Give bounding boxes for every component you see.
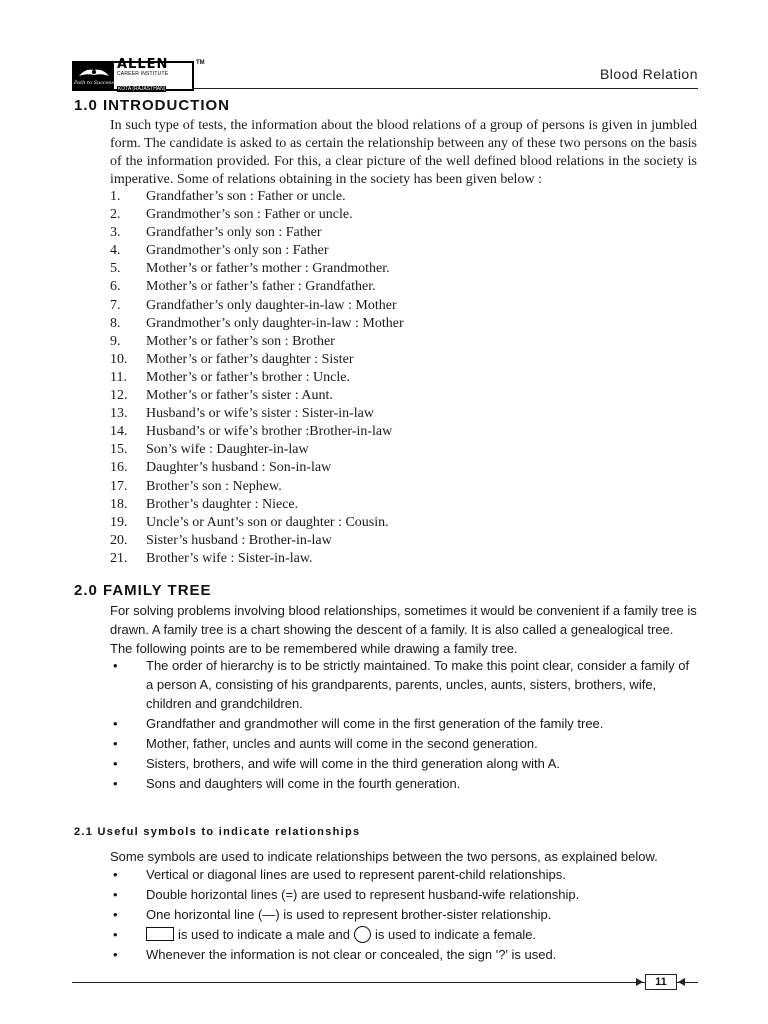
bullet: • — [113, 756, 118, 771]
list-item — [110, 550, 697, 568]
item-number: 3. — [110, 225, 121, 241]
list-item — [110, 478, 697, 496]
item-text: Son’s wife : Daughter-in-law — [146, 442, 309, 458]
list-item — [110, 532, 697, 550]
item-number: 4. — [110, 243, 121, 259]
list-item — [110, 369, 697, 387]
item-text: Mother’s or father’s sister : Aunt. — [146, 388, 333, 404]
list-item — [110, 351, 697, 369]
logo-brand: ALLEN — [117, 56, 169, 72]
subsection-heading-symbols: 2.1 Useful symbols to indicate relationships — [74, 826, 361, 838]
item-number: 5. — [110, 261, 121, 277]
item-number: 15. — [110, 442, 128, 458]
family-tree-paragraph: For solving problems involving blood relationships, sometimes it would be convenient if a family tree is drawn. A family tree is a chart showing the descent of a family. It is also called a genealogical tree. The following points are to be remembered while drawing a family tree. — [110, 603, 697, 656]
list-item — [110, 945, 697, 964]
bullet-text: One horizontal line (—) is used to represent brother-sister relationship. — [146, 907, 552, 922]
item-text: Mother’s or father’s father : Grandfather. — [146, 279, 376, 295]
item-number: 20. — [110, 532, 128, 548]
list-item — [110, 387, 697, 405]
item-text: Mother’s or father’s mother : Grandmother. — [146, 261, 390, 277]
logo-tagline: Path to Success — [74, 80, 114, 86]
item-number: 10. — [110, 351, 128, 367]
male-symbol-text: is used to indicate a male and — [178, 927, 350, 942]
footer-divider — [72, 982, 698, 983]
list-item — [110, 496, 697, 514]
bullet-text: Grandfather and grandmother will come in the first generation of the family tree. — [146, 716, 604, 731]
section-heading-family-tree: 2.0 FAMILY TREE — [74, 582, 212, 599]
item-text: Uncle’s or Aunt’s son or daughter : Cousin. — [146, 514, 389, 530]
arrow-left-icon — [678, 978, 685, 986]
bullet: • — [113, 947, 118, 962]
list-item — [110, 315, 697, 333]
item-number: 8. — [110, 315, 121, 331]
item-number: 13. — [110, 406, 128, 422]
item-number: 21. — [110, 550, 128, 566]
item-text: Grandfather’s only son : Father — [146, 225, 322, 241]
female-symbol-text: is used to indicate a female. — [375, 927, 537, 942]
item-text: Daughter’s husband : Son-in-law — [146, 460, 332, 476]
list-item — [110, 905, 697, 924]
trademark: TM — [196, 60, 205, 66]
list-item — [110, 441, 697, 459]
list-item — [110, 188, 697, 206]
list-item — [110, 278, 697, 296]
item-number: 1. — [110, 189, 121, 204]
item-text: Husband’s or wife’s brother :Brother-in-law — [146, 424, 393, 440]
bullet: • — [113, 907, 118, 922]
page-number: 11 — [645, 974, 677, 990]
logo-emblem-icon — [74, 63, 114, 89]
bullet: • — [113, 716, 118, 731]
arrow-right-icon — [636, 978, 643, 986]
list-item — [110, 656, 697, 713]
list-item — [110, 297, 697, 315]
chapter-title: Blood Relation — [599, 66, 698, 82]
item-text: Husband’s or wife’s sister : Sister-in-law — [146, 406, 374, 422]
list-item — [110, 405, 697, 423]
list-item — [110, 514, 697, 532]
intro-paragraph: In such type of tests, the information about the blood relations of a group of persons is given in jumbled form. The candidate is asked to as certain the relationship between any of these two persons on the basis of the information provided. For this, a clear picture of the well defined blood relations in the society is imperative. Some of relations obtaining in the society has been given below : — [110, 118, 697, 187]
logo-sub-location: KOTA (RAJASTHAN) — [118, 85, 166, 92]
item-number: 2. — [110, 207, 121, 223]
list-item — [110, 865, 697, 884]
male-rectangle-icon — [146, 927, 174, 941]
female-circle-icon — [354, 926, 371, 943]
family-tree-bullets — [110, 656, 697, 794]
item-number: 16. — [110, 460, 128, 476]
page-header — [72, 56, 698, 92]
bullet-text: Sisters, brothers, and wife will come in the third generation along with A. — [146, 756, 561, 771]
item-number: 17. — [110, 478, 128, 494]
list-item — [110, 734, 697, 753]
list-item — [110, 260, 697, 278]
list-item — [110, 459, 697, 477]
bullet-text: Mother, father, uncles and aunts will come in the second generation. — [146, 736, 538, 751]
list-item — [110, 224, 697, 242]
list-item — [110, 925, 697, 944]
item-text: Brother’s son : Nephew. — [146, 478, 282, 494]
list-item — [110, 754, 697, 773]
list-item — [110, 885, 697, 904]
item-text: Grandmother’s son : Father or uncle. — [146, 207, 353, 223]
bullet: • — [113, 658, 118, 673]
list-item — [110, 206, 697, 224]
bullet: • — [113, 867, 118, 882]
item-number: 11. — [110, 369, 127, 385]
item-text: Grandfather’s son : Father or uncle. — [146, 189, 346, 204]
item-text: Mother’s or father’s daughter : Sister — [146, 351, 354, 367]
item-text: Grandfather’s only daughter-in-law : Mother — [146, 297, 397, 313]
bullet-text: The order of hierarchy is to be strictly maintained. To make this point clear, consider a family of a person A, consisting of his grandparents, parents, uncles, aunts, sisters, brothers, wife, children and grandchildren. — [146, 658, 690, 711]
item-text: Brother’s daughter : Niece. — [146, 496, 299, 512]
item-text: Brother’s wife : Sister-in-law. — [146, 550, 313, 566]
allen-logo — [72, 56, 194, 92]
item-text: Grandmother’s only daughter-in-law : Mother — [146, 315, 404, 331]
symbols-intro: Some symbols are used to indicate relationships between the two persons, as explained below. — [110, 849, 658, 864]
list-item — [110, 242, 697, 260]
header-divider — [192, 88, 698, 89]
symbols-bullets — [110, 865, 697, 965]
bullet-text: Double horizontal lines (=) are used to represent husband-wife relationship. — [146, 887, 580, 902]
item-number: 19. — [110, 514, 128, 530]
item-text: Grandmother’s only son : Father — [146, 243, 329, 259]
list-item — [110, 714, 697, 733]
list-item — [110, 774, 697, 793]
item-number: 9. — [110, 333, 121, 349]
logo-sub: CAREER INSTITUTE — [117, 70, 169, 77]
item-number: 6. — [110, 279, 121, 295]
unknown-sign-text: Whenever the information is not clear or concealed, the sign '?' is used. — [146, 947, 557, 962]
item-text: Mother’s or father’s son : Brother — [146, 333, 335, 349]
bullet: • — [113, 927, 118, 942]
list-item — [110, 423, 697, 441]
bullet-text: Vertical or diagonal lines are used to represent parent-child relationships. — [146, 867, 566, 882]
bullet: • — [113, 776, 118, 791]
bullet: • — [113, 736, 118, 751]
item-number: 7. — [110, 297, 121, 313]
bullet: • — [113, 887, 118, 902]
bullet-text: Sons and daughters will come in the fourth generation. — [146, 776, 461, 791]
item-text: Mother’s or father’s brother : Uncle. — [146, 369, 350, 385]
section-heading-introduction: 1.0 INTRODUCTION — [74, 97, 231, 114]
item-number: 18. — [110, 496, 128, 512]
item-number: 12. — [110, 388, 128, 404]
item-text: Sister’s husband : Brother-in-law — [146, 532, 332, 548]
item-number: 14. — [110, 424, 128, 440]
relations-list — [110, 188, 697, 568]
list-item — [110, 333, 697, 351]
